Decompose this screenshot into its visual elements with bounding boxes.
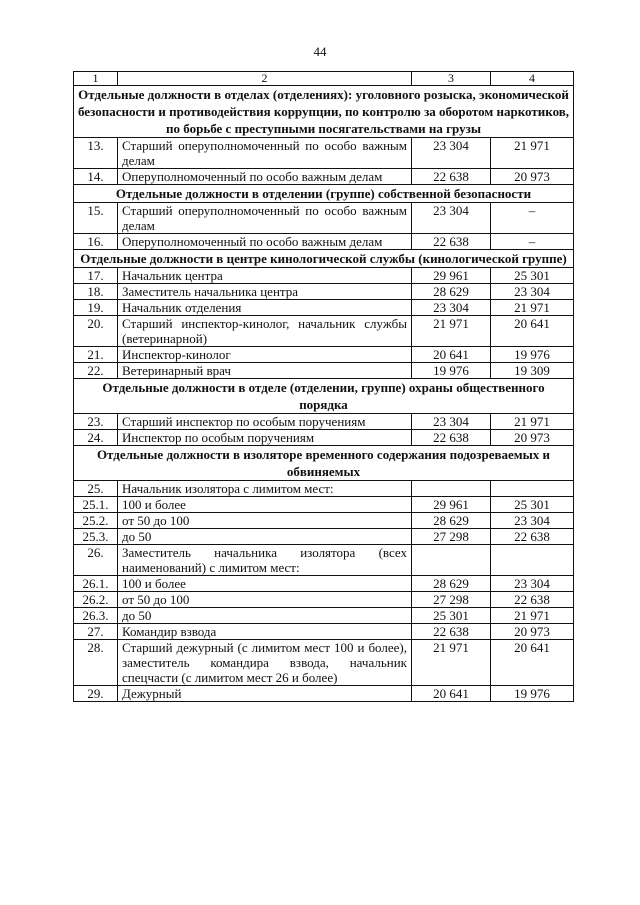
row-number: 17.: [74, 268, 118, 284]
table-row: [74, 513, 574, 529]
column-number-4: 4: [491, 72, 574, 86]
salary-value-col4: 19 309: [491, 363, 574, 379]
table-row: [74, 576, 574, 592]
table-row: [74, 284, 574, 300]
salary-value-col3: 28 629: [412, 576, 491, 592]
salary-value-col4: 21 971: [491, 608, 574, 624]
position-name: 100 и более: [118, 576, 412, 592]
salary-value-col3: 22 638: [412, 169, 491, 185]
position-name: Заместитель начальника центра: [118, 284, 412, 300]
position-name: Оперуполномоченный по особо важным делам: [118, 169, 412, 185]
column-number-3: 3: [412, 72, 491, 86]
position-name: Старший оперуполномоченный по особо важным делам: [118, 203, 412, 234]
column-number-1: 1: [74, 72, 118, 86]
position-name: Старший оперуполномоченный по особо важным делам: [118, 138, 412, 169]
salary-value-col4: 21 971: [491, 414, 574, 430]
salary-value-col3: 19 976: [412, 363, 491, 379]
page-number: 44: [313, 44, 327, 59]
section-header-row: [74, 250, 574, 268]
row-number: 16.: [74, 234, 118, 250]
salary-value-col3: 28 629: [412, 284, 491, 300]
section-title: Отдельные должности в отделе (отделении, группе) охраны общественного порядка: [74, 379, 574, 414]
salary-value-col4: 23 304: [491, 576, 574, 592]
row-number: 20.: [74, 316, 118, 347]
position-name: 100 и более: [118, 497, 412, 513]
salary-value-col4: 20 973: [491, 624, 574, 640]
column-number-row: [74, 72, 574, 86]
salary-value-col4: 25 301: [491, 497, 574, 513]
table-row: [74, 430, 574, 446]
table-row: [74, 414, 574, 430]
row-number: 21.: [74, 347, 118, 363]
position-name: Командир взвода: [118, 624, 412, 640]
salary-value-col4: 22 638: [491, 592, 574, 608]
position-name: от 50 до 100: [118, 592, 412, 608]
table-row: [74, 268, 574, 284]
salary-value-col4: 20 641: [491, 316, 574, 347]
table-row: [74, 347, 574, 363]
salary-value-col3: 22 638: [412, 624, 491, 640]
salary-value-col3: [412, 481, 491, 497]
salary-value-col4: 23 304: [491, 513, 574, 529]
table-row: [74, 300, 574, 316]
position-name: Старший инспектор-кинолог, начальник службы (ветеринарной): [118, 316, 412, 347]
position-name: Оперуполномоченный по особо важным делам: [118, 234, 412, 250]
position-name: Старший инспектор по особым поручениям: [118, 414, 412, 430]
table-row: [74, 234, 574, 250]
table-row: [74, 686, 574, 702]
section-header-row: [74, 86, 574, 138]
salary-value-col3: 20 641: [412, 347, 491, 363]
salary-value-col4: 25 301: [491, 268, 574, 284]
salary-value-col3: 23 304: [412, 138, 491, 169]
row-number: 25.1.: [74, 497, 118, 513]
row-number: 14.: [74, 169, 118, 185]
salary-value-col4: 19 976: [491, 347, 574, 363]
salary-value-col4: 22 638: [491, 529, 574, 545]
salary-value-col3: 22 638: [412, 234, 491, 250]
row-number: 19.: [74, 300, 118, 316]
salary-value-col4: 20 973: [491, 430, 574, 446]
section-title: Отдельные должности в изоляторе временного содержания подозреваемых и обвиняемых: [74, 446, 574, 481]
position-name: Начальник изолятора с лимитом мест:: [118, 481, 412, 497]
section-header-row: [74, 379, 574, 414]
table-row: [74, 592, 574, 608]
table-row: [74, 624, 574, 640]
row-number: 29.: [74, 686, 118, 702]
salary-value-col3: 25 301: [412, 608, 491, 624]
salary-value-col4: [491, 481, 574, 497]
table-row: [74, 497, 574, 513]
position-name: до 50: [118, 529, 412, 545]
column-number-2: 2: [118, 72, 412, 86]
salary-value-col3: 29 961: [412, 497, 491, 513]
salary-value-col3: 29 961: [412, 268, 491, 284]
salary-value-col4: –: [491, 203, 574, 234]
row-number: 18.: [74, 284, 118, 300]
salary-value-col4: 20 641: [491, 640, 574, 686]
table-row: [74, 363, 574, 379]
salary-value-col3: 28 629: [412, 513, 491, 529]
table-row: [74, 203, 574, 234]
salary-value-col3: 23 304: [412, 203, 491, 234]
salary-value-col4: 21 971: [491, 300, 574, 316]
section-title: Отдельные должности в центре кинологической службы (кинологической группе): [74, 250, 574, 268]
table-row: [74, 640, 574, 686]
table-row: [74, 608, 574, 624]
row-number: 23.: [74, 414, 118, 430]
salary-value-col3: 23 304: [412, 414, 491, 430]
salary-value-col4: –: [491, 234, 574, 250]
row-number: 26.: [74, 545, 118, 576]
table-row: [74, 316, 574, 347]
salary-value-col3: 22 638: [412, 430, 491, 446]
table-row: [74, 138, 574, 169]
salary-value-col3: 21 971: [412, 316, 491, 347]
salary-value-col3: 27 298: [412, 592, 491, 608]
position-name: Инспектор-кинолог: [118, 347, 412, 363]
salary-value-col4: 21 971: [491, 138, 574, 169]
row-number: 13.: [74, 138, 118, 169]
salary-value-col3: 23 304: [412, 300, 491, 316]
position-name: Начальник отделения: [118, 300, 412, 316]
salary-value-col4: [491, 545, 574, 576]
row-number: 25.3.: [74, 529, 118, 545]
row-number: 27.: [74, 624, 118, 640]
row-number: 26.2.: [74, 592, 118, 608]
row-number: 28.: [74, 640, 118, 686]
salary-value-col4: 19 976: [491, 686, 574, 702]
table-row: [74, 169, 574, 185]
table-row: [74, 545, 574, 576]
salary-value-col3: 27 298: [412, 529, 491, 545]
position-name: до 50: [118, 608, 412, 624]
position-name: Начальник центра: [118, 268, 412, 284]
position-name: Инспектор по особым поручениям: [118, 430, 412, 446]
section-title: Отдельные должности в отделах (отделениях): уголовного розыска, экономической безопасности и противодействия коррупции, по контролю за оборотом наркотиков, по борьбе с преступными посягательствами на грузы: [74, 86, 574, 138]
salary-table: [73, 71, 574, 702]
section-header-row: [74, 185, 574, 203]
row-number: 24.: [74, 430, 118, 446]
row-number: 25.2.: [74, 513, 118, 529]
position-name: Ветеринарный врач: [118, 363, 412, 379]
salary-value-col3: 21 971: [412, 640, 491, 686]
position-name: Старший дежурный (с лимитом мест 100 и более), заместитель командира взвода, начальник спецчасти (с лимитом мест 26 и более): [118, 640, 412, 686]
position-name: от 50 до 100: [118, 513, 412, 529]
section-title: Отдельные должности в отделении (группе) собственной безопасности: [74, 185, 574, 203]
row-number: 26.1.: [74, 576, 118, 592]
table-body: [74, 72, 574, 702]
position-name: Дежурный: [118, 686, 412, 702]
section-header-row: [74, 446, 574, 481]
table-row: [74, 529, 574, 545]
table-row: [74, 481, 574, 497]
position-name: Заместитель начальника изолятора (всех наименований) с лимитом мест:: [118, 545, 412, 576]
salary-value-col3: 20 641: [412, 686, 491, 702]
row-number: 22.: [74, 363, 118, 379]
salary-value-col4: 20 973: [491, 169, 574, 185]
row-number: 26.3.: [74, 608, 118, 624]
row-number: 25.: [74, 481, 118, 497]
salary-value-col4: 23 304: [491, 284, 574, 300]
salary-value-col3: [412, 545, 491, 576]
row-number: 15.: [74, 203, 118, 234]
